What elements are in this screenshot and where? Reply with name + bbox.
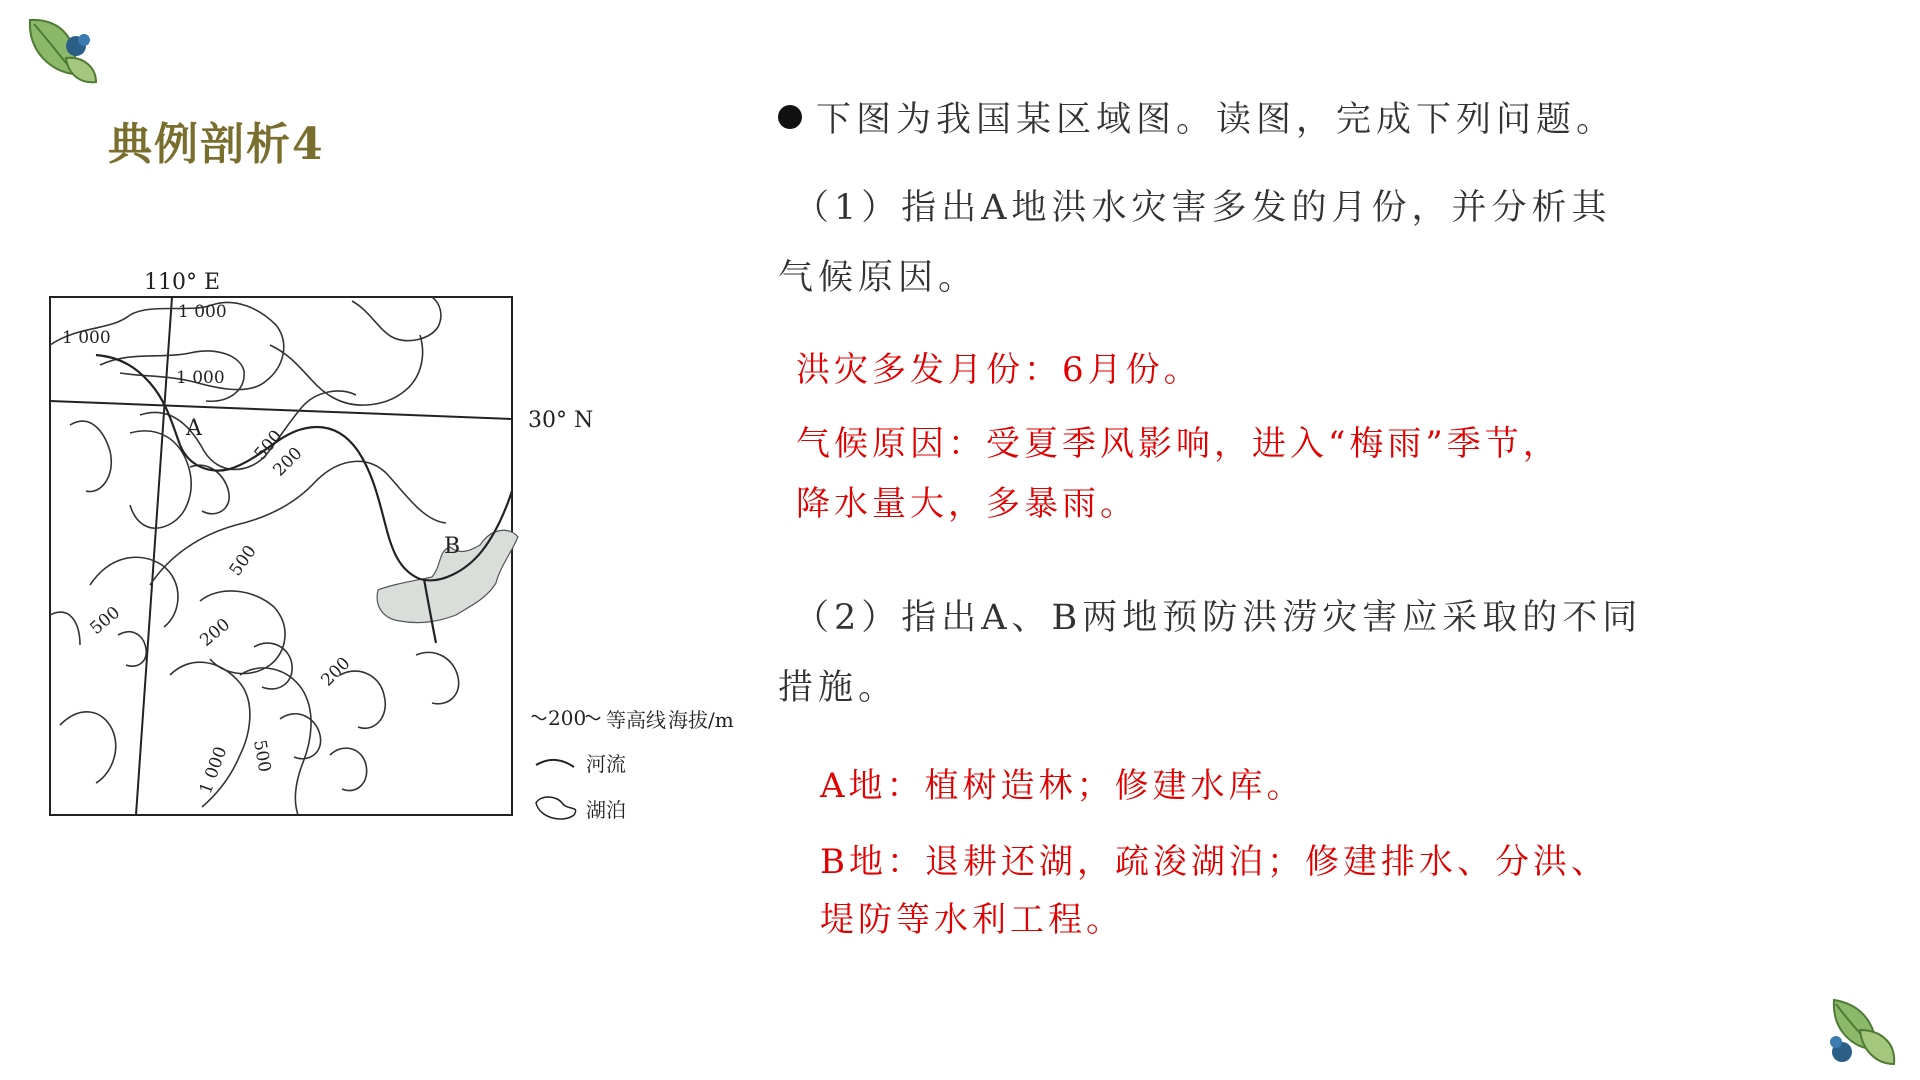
contour-label-500: 500 — [225, 541, 261, 580]
point-b-label: B — [444, 534, 461, 559]
latitude-label: 30° N — [528, 408, 594, 433]
question-2-line-1: （2）指出A、B两地预防洪涝灾害应采取的不同 — [794, 598, 1643, 638]
contour-label-500: 500 — [249, 738, 275, 774]
contour-label-200: 200 — [196, 614, 235, 651]
contour-label-1000: 1 000 — [195, 744, 232, 797]
intro-text: 下图为我国某区域图。读图，完成下列问题。 — [816, 100, 1617, 140]
leaf-decoration-icon — [22, 12, 102, 92]
answer-1-line-2: 气候原因：受夏季风影响，进入“梅雨”季节， — [796, 424, 1561, 464]
map-svg — [40, 255, 760, 825]
question-1-line-1: （1）指出A地洪水灾害多发的月份，并分析其 — [794, 188, 1612, 228]
contour-label-1000: 1 000 — [62, 328, 111, 348]
contour-label-200: 200 — [269, 443, 307, 481]
answer-2-line-1: A地：植树造林；修建水库。 — [820, 766, 1305, 806]
map-legend — [532, 706, 734, 822]
legend-elevation-label: 海拔/m — [668, 708, 734, 732]
contour-label-500: 500 — [86, 602, 125, 639]
legend-lake-label: 湖泊 — [586, 798, 626, 822]
question-1-line-2: 气候原因。 — [778, 258, 979, 298]
slide-title: 典例剖析4 — [108, 119, 325, 170]
contour-label-200: 200 — [317, 653, 355, 691]
answer-1-line-1: 洪灾多发月份：6月份。 — [796, 350, 1202, 390]
leaf-decoration-icon — [1820, 990, 1900, 1070]
contour-label-1000: 1 000 — [178, 302, 227, 322]
bullet-dot-icon — [778, 105, 802, 129]
answer-1-line-3: 降水量大，多暴雨。 — [796, 484, 1138, 524]
region-map — [40, 255, 760, 825]
contour-label-500: 500 — [250, 426, 287, 465]
question-2-line-2: 措施。 — [778, 668, 899, 708]
answer-2-line-3: 堤防等水利工程。 — [820, 900, 1124, 940]
contour-label-1000: 1 000 — [176, 368, 225, 388]
legend-contour-label: 等高线 — [606, 708, 666, 732]
answer-2-line-2: B地：退耕还湖，疏浚湖泊；修建排水、分洪、 — [820, 842, 1609, 882]
longitude-label: 110° E — [144, 270, 221, 295]
legend-contour-value: 200 — [548, 706, 587, 730]
point-a-label: A — [186, 416, 202, 441]
intro-line — [778, 92, 1616, 142]
legend-river-label: 河流 — [586, 752, 626, 776]
